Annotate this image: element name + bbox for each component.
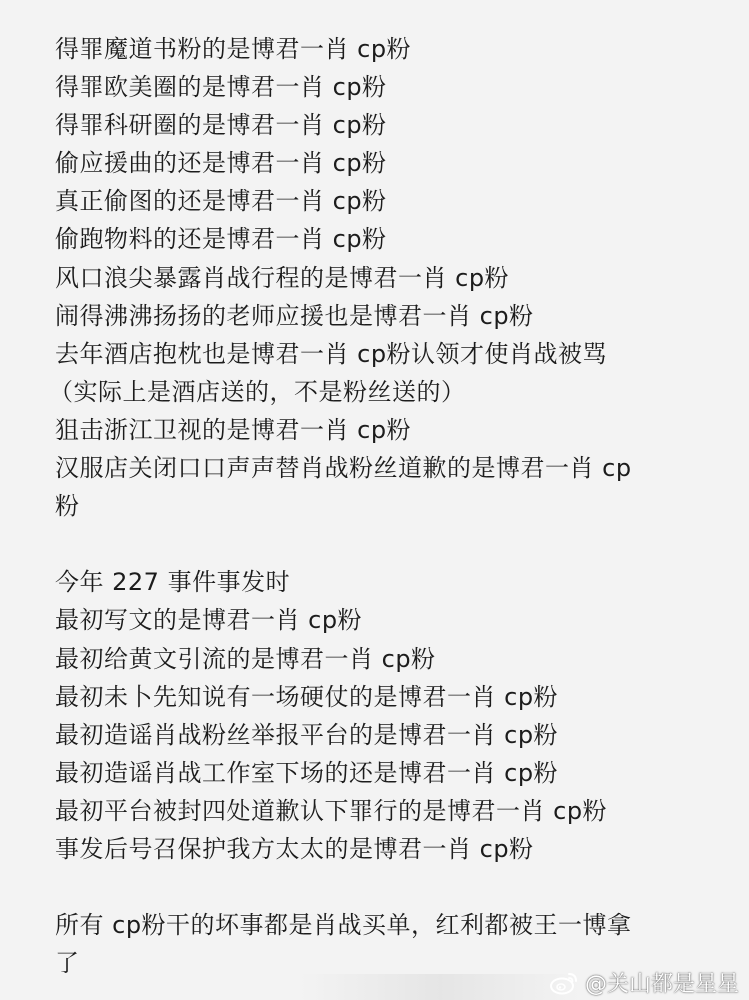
text-line: 所有 cp粉干的坏事都是肖战买单，红利都被王一博拿	[55, 911, 632, 940]
text-line: 事发后号召保护我方太太的是博君一肖 cp粉	[55, 834, 534, 863]
text-line: 去年酒店抱枕也是博君一肖 cp粉认领才使肖战被骂	[55, 339, 608, 368]
text-line: 狙击浙江卫视的是博君一肖 cp粉	[55, 415, 412, 444]
text-line: 最初造谣肖战粉丝举报平台的是博君一肖 cp粉	[55, 720, 559, 749]
text-line: 偷应援曲的还是博君一肖 cp粉	[55, 149, 387, 178]
weibo-logo-icon	[549, 971, 579, 995]
text-line-parenthetical: （实际上是酒店送的，不是粉丝送的）	[49, 377, 466, 406]
text-line: 了	[55, 949, 80, 978]
text-line: 得罪科研圈的是博君一肖 cp粉	[55, 111, 387, 140]
text-line: 最初造谣肖战工作室下场的还是博君一肖 cp粉	[55, 758, 559, 787]
post-text	[49, 30, 725, 982]
watermark-text: @关山都是星星	[584, 972, 739, 997]
weibo-watermark	[549, 967, 739, 998]
text-line: 风口浪尖暴露肖战行程的是博君一肖 cp粉	[55, 263, 510, 292]
text-line: 最初平台被封四处道歉认下罪行的是博君一肖 cp粉	[55, 796, 608, 825]
text-line: 汉服店关闭口口声声替肖战粉丝道歉的是博君一肖 cp	[55, 454, 632, 483]
section-offenses	[49, 30, 725, 525]
text-line: 得罪魔道书粉的是博君一肖 cp粉	[55, 35, 412, 63]
text-line: 真正偷图的还是博君一肖 cp粉	[55, 187, 387, 216]
paragraph-gap	[55, 868, 725, 906]
text-line: 粉	[55, 492, 80, 521]
text-line: 最初给黄文引流的是博君一肖 cp粉	[55, 644, 436, 673]
text-line: 最初写文的是博君一肖 cp粉	[55, 606, 363, 635]
text-line: 今年 227 事件事发时	[55, 568, 291, 597]
text-line: 得罪欧美圈的是博君一肖 cp粉	[55, 73, 387, 102]
text-line: 闹得沸沸扬扬的老师应援也是博君一肖 cp粉	[55, 301, 534, 330]
bottom-blur	[300, 974, 580, 1000]
text-line: 偷跑物料的还是博君一肖 cp粉	[55, 225, 387, 254]
text-line: 最初未卜先知说有一场硬仗的是博君一肖 cp粉	[55, 682, 559, 711]
paragraph-gap	[55, 525, 725, 563]
section-227-event	[55, 563, 725, 868]
